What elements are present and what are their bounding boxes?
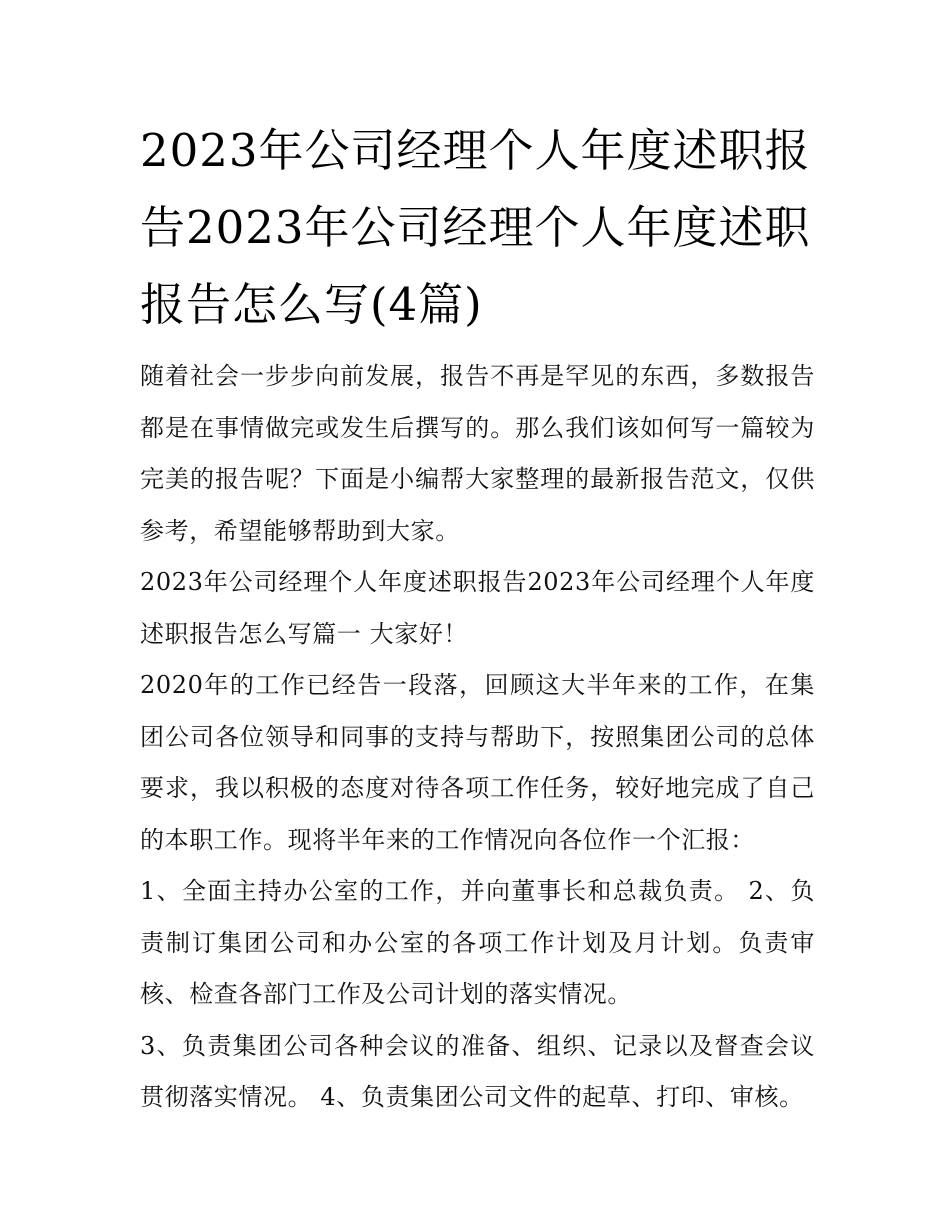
paragraph-duties-3-4: 3、负责集团公司各种会议的准备、组织、记录以及督查会议贯彻落实情况。 4、负责集团公司文件的起草、打印、审核。 (140, 1031, 815, 1111)
paragraph-duties-1-2: 1、全面主持办公室的工作，并向董事长和总裁负责。 2、负责制订集团公司和办公室的各项工作计划及月计划。负责审核、检查各部门工作及公司计划的落实情况。 (140, 877, 815, 1008)
document-content (140, 112, 815, 1124)
paragraph-review: 2020年的工作已经告一段落，回顾这大半年来的工作，在集团公司各位领导和同事的支持与帮助下，按照集团公司的总体要求，我以积极的态度对待各项工作任务，较好地完成了自己的本职工作。现将半年来的工作情况向各位作一个汇报： (140, 671, 815, 854)
document-title: 2023年公司经理个人年度述职报告2023年公司经理个人年度述职报告怎么写(4篇) (140, 124, 811, 331)
paragraph-section-heading: 2023年公司经理个人年度述职报告2023年公司经理个人年度述职报告怎么写篇一 大家好！ (140, 568, 815, 648)
document-body (140, 351, 815, 1124)
paragraph-intro: 随着社会一步步向前发展，报告不再是罕见的东西，多数报告都是在事情做完或发生后撰写的。那么我们该如何写一篇较为完美的报告呢？下面是小编帮大家整理的最新报告范文，仅供参考，希望能够帮助到大家。 (140, 362, 815, 545)
